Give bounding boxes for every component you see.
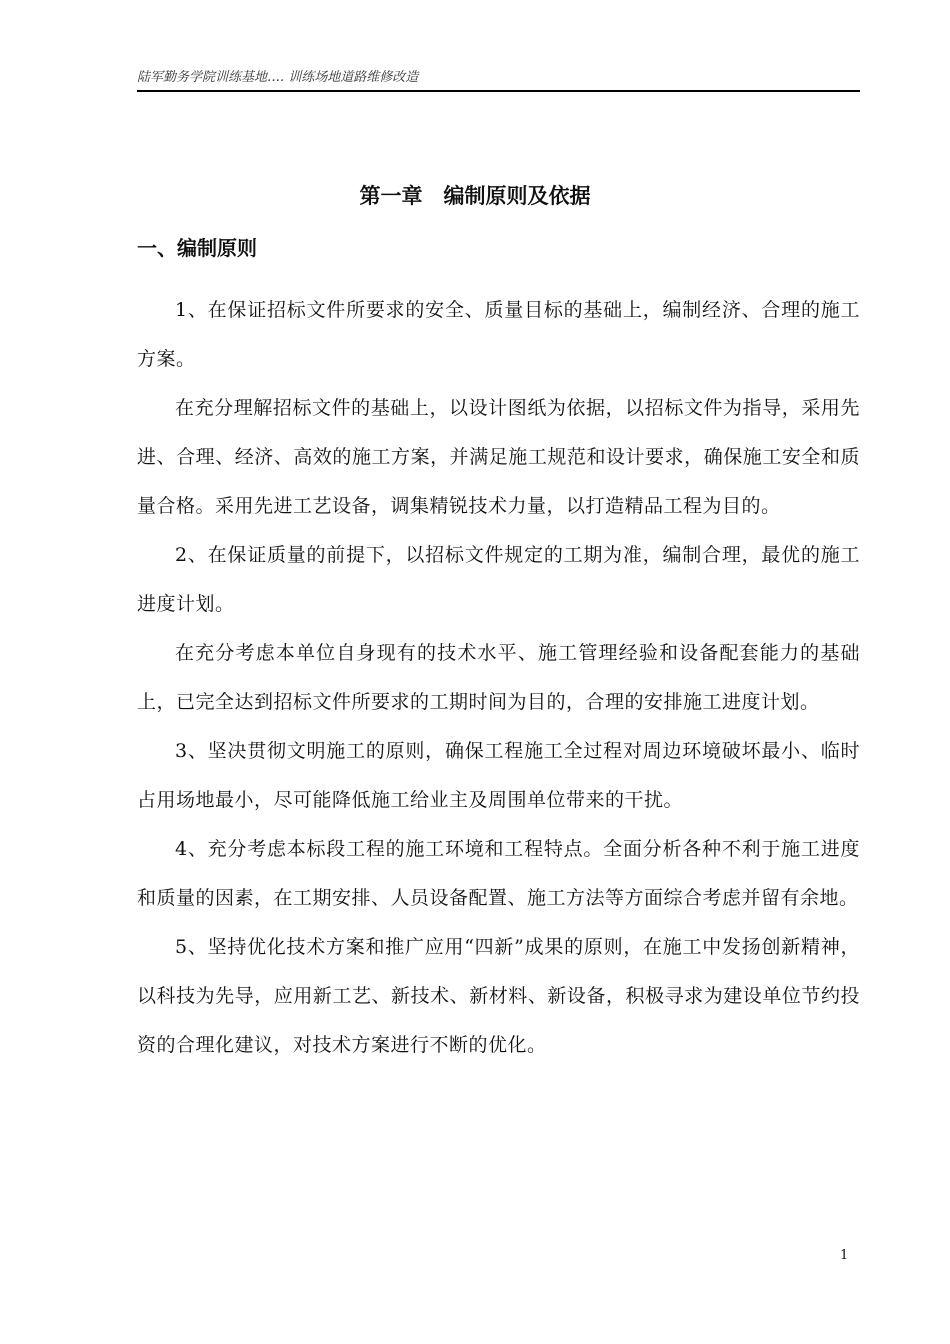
body-text <box>137 286 860 1070</box>
paragraph: 5、坚持优化技术方案和推广应用“四新”成果的原则，在施工中发扬创新精神，以科技为先导，应用新工艺、新技术、新材料、新设备，积极寻求为建设单位节约投资的合理化建议，对技术方案进行不断的优化。 <box>137 936 860 1056</box>
paragraph: 1、在保证招标文件所要求的安全、质量目标的基础上，编制经济、合理的施工方案。 <box>137 299 860 370</box>
page-header <box>137 62 860 92</box>
paragraph: 3、坚决贯彻文明施工的原则，确保工程施工全过程对周边环境破坏最小、临时占用场地最小，尽可能降低施工给业主及周围单位带来的干扰。 <box>137 740 860 811</box>
paragraph: 2、在保证质量的前提下，以招标文件规定的工期为准，编制合理，最优的施工进度计划。 <box>137 544 860 615</box>
header-text: 陆军勤务学院训练基地…. 训练场地道路维修改造 <box>137 70 419 85</box>
paragraph: 在充分理解招标文件的基础上，以设计图纸为依据，以招标文件为指导，采用先进、合理、经济、高效的施工方案，并满足施工规范和设计要求，确保施工安全和质量合格。采用先进工艺设备，调集精锐技术力量，以打造精品工程为目的。 <box>137 397 860 517</box>
chapter-title: 第一章 编制原则及依据 <box>359 184 591 208</box>
paragraph: 4、充分考虑本标段工程的施工环境和工程特点。全面分析各种不利于施工进度和质量的因素，在工期安排、人员设备配置、施工方法等方面综合考虑并留有余地。 <box>137 838 860 909</box>
page-number: 1 <box>840 1248 849 1263</box>
paragraph: 在充分考虑本单位自身现有的技术水平、施工管理经验和设备配套能力的基础上，已完全达到招标文件所要求的工期时间为目的，合理的安排施工进度计划。 <box>137 642 860 713</box>
section-title: 一、编制原则 <box>137 236 257 260</box>
